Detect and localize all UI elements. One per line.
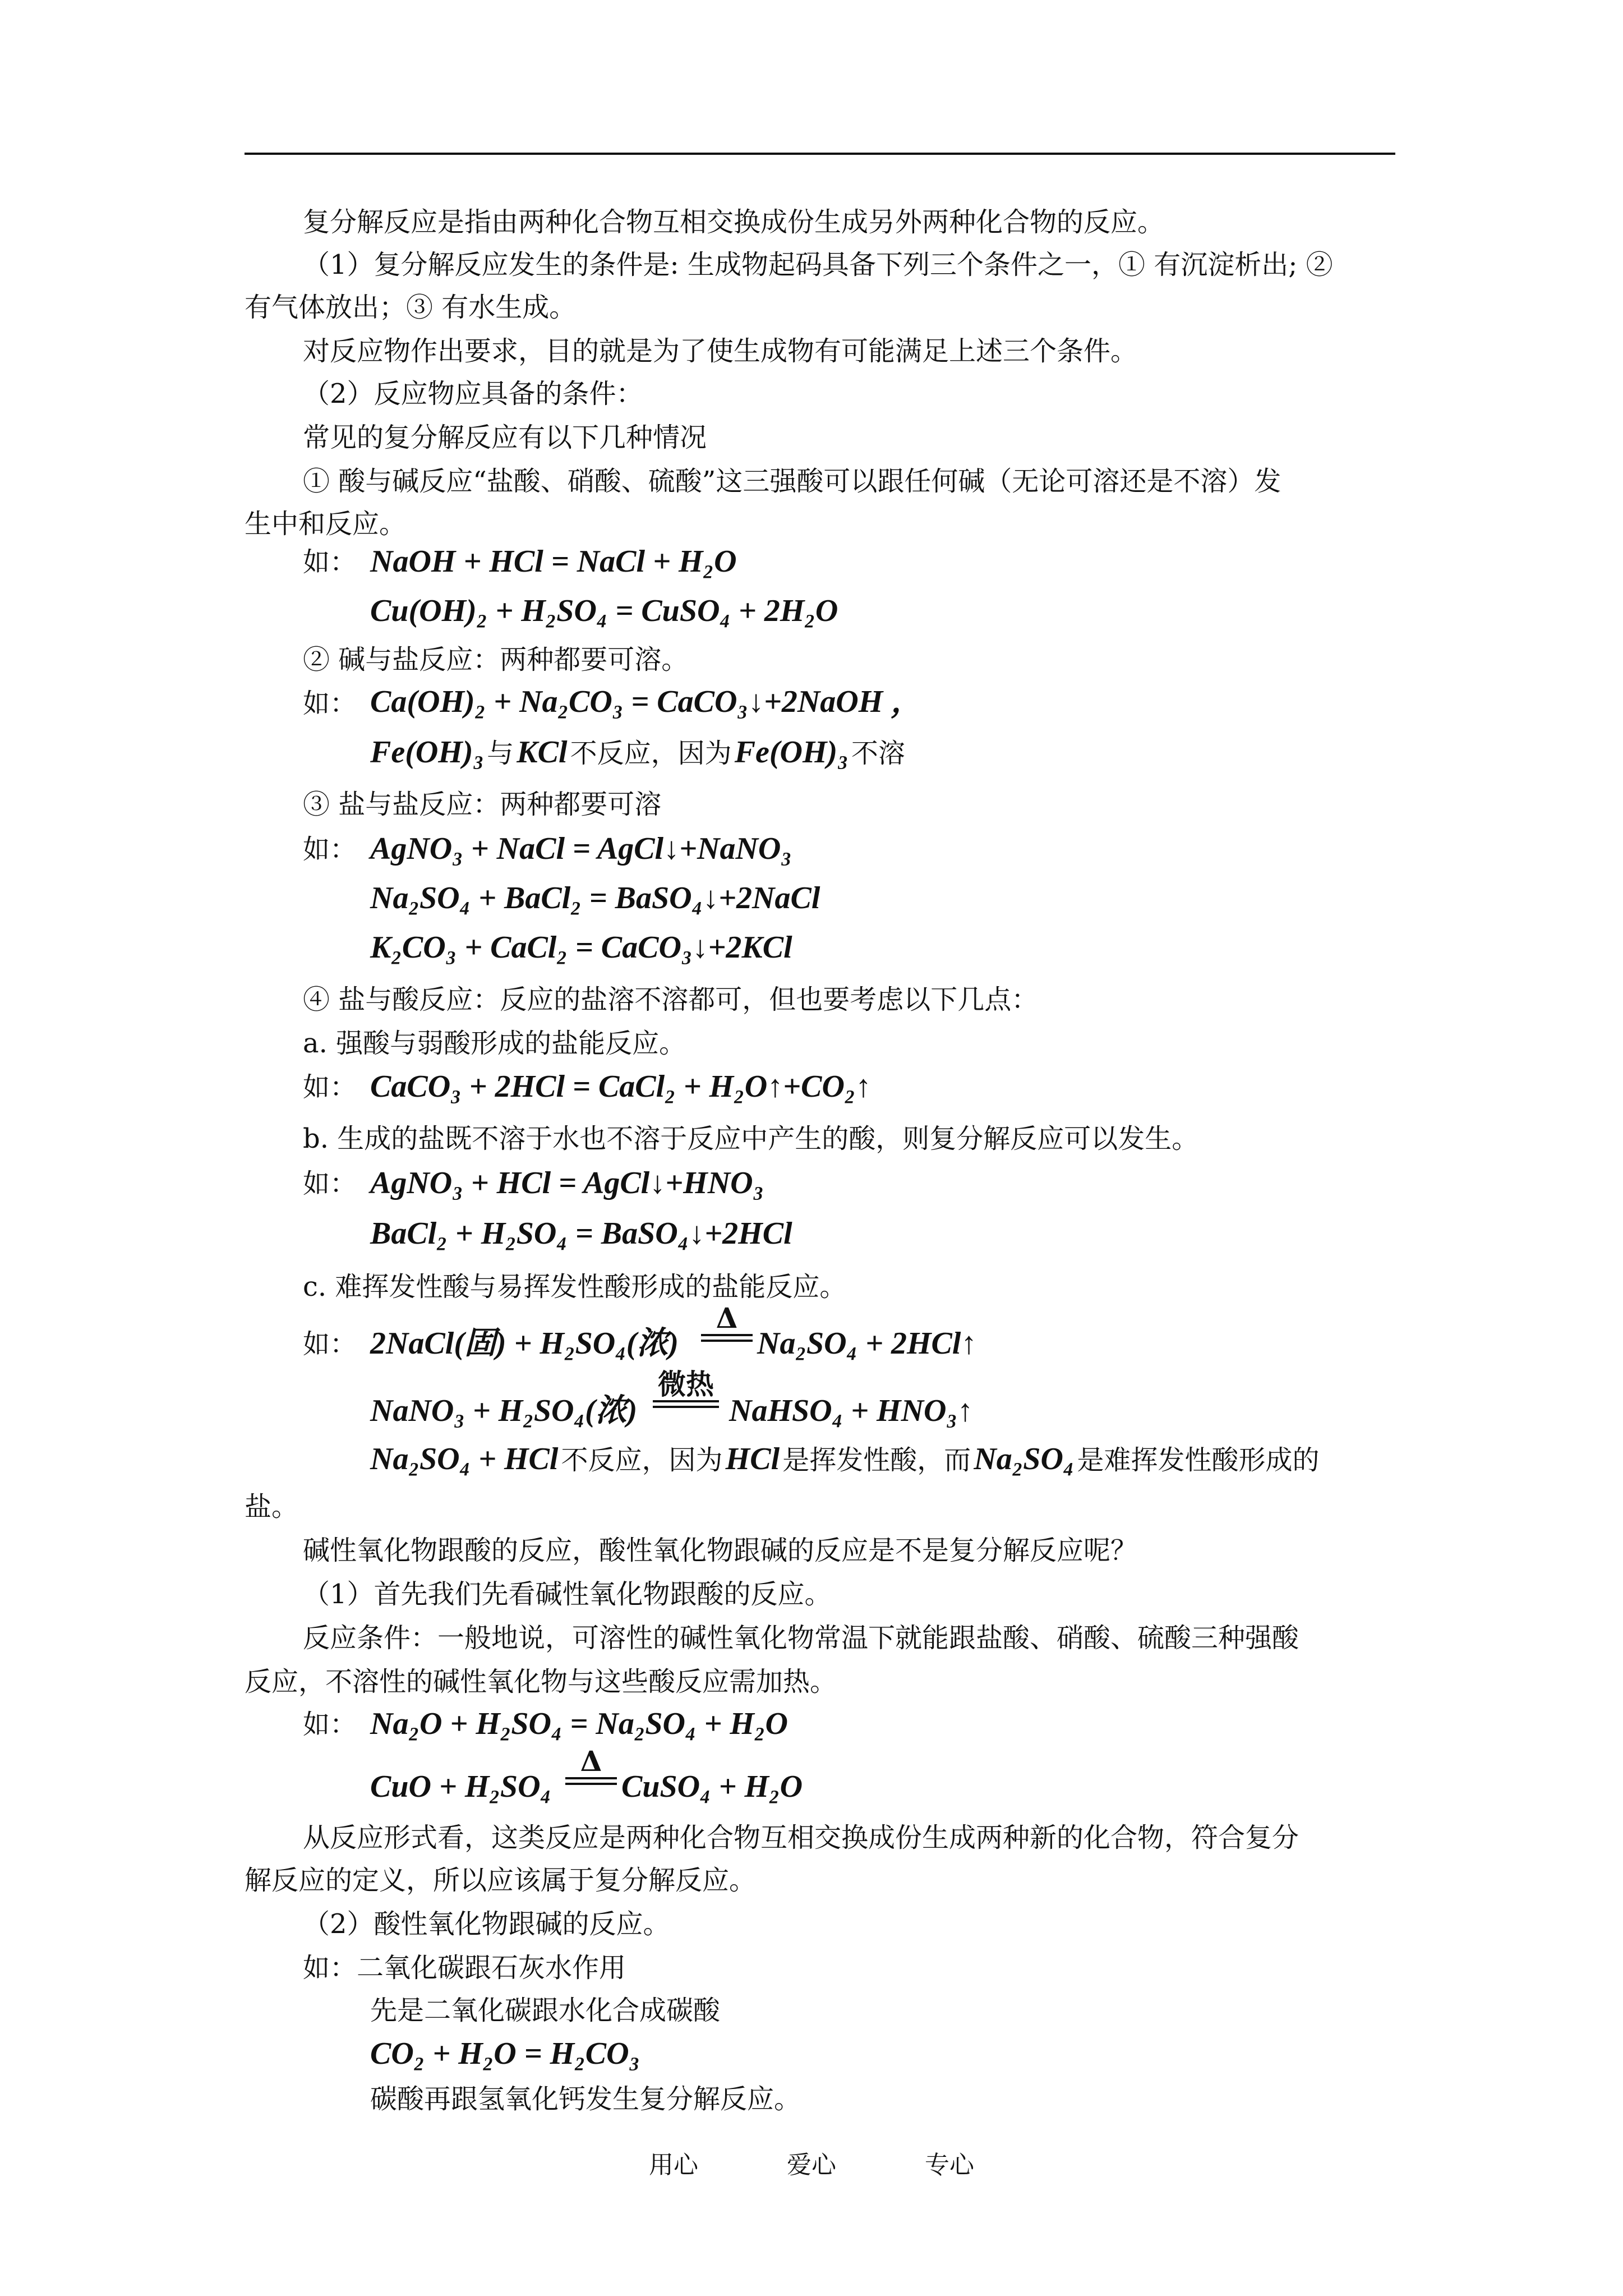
text-line: ③ 盐与盐反应：两种都要可溶 <box>303 789 662 820</box>
double-bar <box>565 1777 617 1785</box>
text-line: ④ 盐与酸反应：反应的盐溶不溶都可，但也要考虑以下几点： <box>303 984 1039 1015</box>
example-label: 如： <box>303 1168 357 1199</box>
text-line: 有气体放出；③ 有水生成。 <box>245 292 577 323</box>
equation: NaHSO₄ + HNO₃↑ <box>729 1393 973 1428</box>
text-line: 从反应形式看，这类反应是两种化合物互相交换成份生成两种新的化合物，符合复分 <box>303 1822 1299 1853</box>
text-line: b. 生成的盐既不溶于水也不溶于反应中产生的酸，则复分解反应可以发生。 <box>303 1123 1199 1154</box>
text-line: 先是二氧化碳跟水化合成碳酸 <box>370 1995 721 2026</box>
text-line: 复分解反应是指由两种化合物互相交换成份生成另外两种化合物的反应。 <box>303 206 1165 238</box>
text-line: 解反应的定义，所以应该属于复分解反应。 <box>245 1865 757 1896</box>
example-label: 如： <box>303 688 357 719</box>
text: 是难挥发性酸形成的 <box>1077 1444 1320 1476</box>
text-line: （1）首先我们先看碱性氧化物跟酸的反应。 <box>303 1579 832 1610</box>
formula: Fe(OH)₃ <box>370 735 485 770</box>
text-line: 碱性氧化物跟酸的反应，酸性氧化物跟碱的反应是不是复分解反应呢？ <box>303 1535 1138 1566</box>
text-line: 反应条件：一般地说，可溶性的碱性氧化物常温下就能跟盐酸、硝酸、硫酸三种强酸 <box>303 1622 1299 1654</box>
text: 是挥发性酸，而 <box>782 1444 971 1476</box>
equation: Ca(OH)₂ + Na₂CO₃ = CaCO₃↓+2NaOH ， <box>370 684 923 719</box>
footer-text: 用心 <box>649 2151 698 2179</box>
text-line: （2）酸性氧化物跟碱的反应。 <box>303 1908 670 1940</box>
condition-label: Δ <box>580 1745 602 1778</box>
text-line: ① 酸与碱反应“盐酸、硝酸、硫酸”这三强酸可以跟任何碱（无论可溶还是不溶）发 <box>303 466 1281 497</box>
equation: AgNO₃ + NaCl = AgCl↓+NaNO₃ <box>370 831 792 866</box>
example-label: 如： <box>303 834 357 865</box>
text-line: c. 难挥发性酸与易挥发性酸形成的盐能反应。 <box>303 1271 847 1303</box>
equation: 2NaCl(固) + H₂SO₄(浓) <box>370 1326 679 1361</box>
equation-line <box>370 733 905 772</box>
text: 不溶 <box>851 738 905 769</box>
text-line: 如：二氧化碳跟石灰水作用 <box>303 1952 626 1984</box>
example-label: 如： <box>303 1328 357 1360</box>
equation: Na₂SO₄ + BaCl₂ = BaSO₄↓+2NaCl <box>370 881 820 915</box>
example-label: 如： <box>303 1071 357 1103</box>
text-line: 反应，不溶性的碱性氧化物与这些酸反应需加热。 <box>245 1666 837 1697</box>
equation: Na₂SO₄ + 2HCl↑ <box>757 1326 977 1361</box>
formula: Fe(OH)₃ <box>734 735 849 770</box>
reaction-condition <box>651 1369 721 1408</box>
reaction-condition <box>563 1746 619 1785</box>
text-line: （1）复分解反应发生的条件是: 生成物起码具备下列三个条件之一，① 有沉淀析出; ② <box>303 249 1333 280</box>
equation: CuO + H₂SO₄ <box>370 1769 552 1804</box>
equation: Cu(OH)₂ + H₂SO₄ = CuSO₄ + 2H₂O <box>370 593 838 628</box>
formula: KCl <box>517 735 568 770</box>
text: 不反应，因为 <box>561 1444 723 1476</box>
page-footer <box>0 2150 1623 2181</box>
text: 不反应，因为 <box>570 738 732 769</box>
equation: CO₂ + H₂O = H₂CO₃ <box>370 2036 640 2071</box>
equation: K₂CO₃ + CaCl₂ = CaCO₃↓+2KCl <box>370 930 792 965</box>
header-rule <box>245 153 1395 155</box>
text-line: ② 碱与盐反应：两种都要可溶。 <box>303 644 689 675</box>
equation: CaCO₃ + 2HCl = CaCl₂ + H₂O↑+CO₂↑ <box>370 1069 872 1104</box>
text-line: 生中和反应。 <box>245 508 407 540</box>
equation: BaCl₂ + H₂SO₄ = BaSO₄↓+2HCl <box>370 1216 792 1251</box>
text-line: 对反应物作出要求，目的就是为了使生成物有可能满足上述三个条件。 <box>303 335 1138 367</box>
text-line: （2）反应物应具备的条件： <box>303 378 643 409</box>
formula: HCl <box>725 1442 780 1476</box>
example-label: 如： <box>303 1709 357 1740</box>
text: 与 <box>487 738 514 769</box>
example-label: 如： <box>303 546 357 578</box>
text-line: 碳酸再跟氢氧化钙发生复分解反应。 <box>370 2083 801 2115</box>
double-bar <box>653 1400 719 1408</box>
text-line: a. 强酸与弱酸形成的盐能反应。 <box>303 1028 686 1059</box>
text-line: 盐。 <box>245 1491 299 1522</box>
equation: NaNO₃ + H₂SO₄(浓) <box>370 1393 638 1428</box>
reaction-condition <box>699 1303 755 1342</box>
formula: Na₂SO₄ + HCl <box>370 1442 559 1476</box>
footer-text: 爱心 <box>787 2151 836 2179</box>
equation: Na₂O + H₂SO₄ = Na₂SO₄ + H₂O <box>370 1706 788 1741</box>
text-line: 常见的复分解反应有以下几种情况 <box>303 422 707 453</box>
formula: Na₂SO₄ <box>974 1442 1075 1476</box>
double-bar <box>701 1334 753 1342</box>
equation: AgNO₃ + HCl = AgCl↓+HNO₃ <box>370 1166 764 1200</box>
equation-line <box>370 1439 1320 1479</box>
condition-label: 微热 <box>658 1368 714 1401</box>
condition-label: Δ <box>716 1301 738 1335</box>
equation: CuSO₄ + H₂O <box>621 1769 803 1804</box>
footer-text: 专心 <box>925 2151 974 2179</box>
equation: NaOH + HCl = NaCl + H₂O <box>370 544 737 579</box>
